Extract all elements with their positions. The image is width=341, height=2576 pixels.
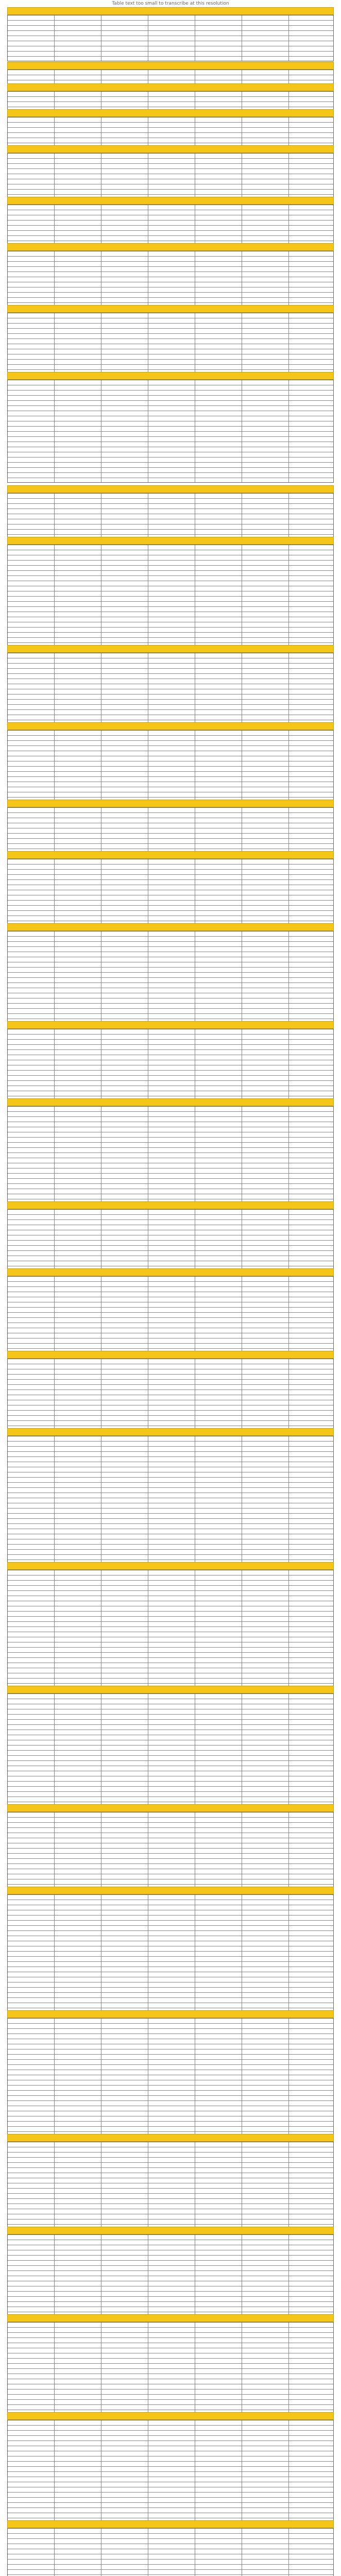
table-section xyxy=(7,2520,334,2576)
section-title xyxy=(7,197,334,205)
score-table xyxy=(7,1029,334,1101)
table-section xyxy=(7,1351,334,1431)
section-title xyxy=(7,372,334,380)
table-section xyxy=(7,2134,334,2229)
section-title xyxy=(7,2010,334,2018)
score-table xyxy=(7,251,334,308)
score-table xyxy=(7,931,334,1024)
table-section xyxy=(7,645,334,725)
table-section xyxy=(7,243,334,308)
table-section xyxy=(7,1686,334,1807)
table-section xyxy=(7,1887,334,2013)
score-table xyxy=(7,380,334,483)
section-title xyxy=(7,1804,334,1812)
section-title xyxy=(7,1887,334,1894)
section-title xyxy=(7,1021,334,1029)
table-section xyxy=(7,722,334,802)
score-table xyxy=(7,2528,334,2576)
section-title xyxy=(7,2520,334,2528)
section-title xyxy=(7,800,334,807)
section-title xyxy=(7,923,334,931)
section-title xyxy=(7,1686,334,1693)
score-table xyxy=(7,1570,334,1688)
section-title xyxy=(7,7,334,15)
table-section xyxy=(7,1804,334,1889)
section-title xyxy=(7,1428,334,1436)
section-title xyxy=(7,1098,334,1106)
score-table xyxy=(7,1106,334,1204)
section-title xyxy=(7,83,334,91)
table-section xyxy=(7,2412,334,2523)
score-table xyxy=(7,205,334,246)
section-title xyxy=(7,1201,334,1209)
score-table xyxy=(7,2420,334,2523)
table-section xyxy=(7,1201,334,1271)
section-title xyxy=(7,1562,334,1570)
section-title xyxy=(7,2412,334,2420)
table-section xyxy=(7,197,334,246)
score-table xyxy=(7,70,334,85)
score-table xyxy=(7,15,334,61)
table-section xyxy=(7,109,334,148)
section-title xyxy=(7,485,334,493)
table-section xyxy=(7,372,334,483)
table-section xyxy=(7,305,334,375)
table-section xyxy=(7,923,334,1024)
section-title xyxy=(7,62,334,70)
table-section xyxy=(7,1428,334,1565)
table-section xyxy=(7,1562,334,1688)
score-table xyxy=(7,1209,334,1271)
section-title xyxy=(7,645,334,653)
table-section xyxy=(7,83,334,112)
score-table xyxy=(7,153,334,199)
score-table xyxy=(7,730,334,802)
section-title xyxy=(7,2134,334,2142)
section-title xyxy=(7,537,334,545)
score-table xyxy=(7,1894,334,2013)
score-table xyxy=(7,1276,334,1353)
score-table xyxy=(7,1693,334,1807)
section-title xyxy=(7,145,334,153)
score-table xyxy=(7,313,334,375)
table-section xyxy=(7,851,334,926)
section-title xyxy=(7,722,334,730)
section-title xyxy=(7,243,334,251)
score-table xyxy=(7,859,334,926)
section-title xyxy=(7,2314,334,2322)
section-title xyxy=(7,305,334,313)
table-section xyxy=(7,537,334,648)
table-section xyxy=(7,2010,334,2137)
section-title xyxy=(7,851,334,859)
score-table xyxy=(7,2018,334,2137)
score-table xyxy=(7,1359,334,1431)
score-table xyxy=(7,653,334,725)
table-section xyxy=(7,1021,334,1101)
score-table xyxy=(7,493,334,539)
table-section xyxy=(7,7,334,61)
transcription-note: Table text too small to transcribe at this resolution xyxy=(112,1,229,6)
section-title xyxy=(7,1268,334,1276)
table-section xyxy=(7,1268,334,1353)
score-table xyxy=(7,2142,334,2229)
table-section xyxy=(7,2227,334,2317)
score-table xyxy=(7,91,334,112)
table-section xyxy=(7,1098,334,1204)
score-table xyxy=(7,117,334,148)
section-title xyxy=(7,109,334,117)
table-section xyxy=(7,145,334,199)
section-title xyxy=(7,1351,334,1359)
score-table xyxy=(7,545,334,648)
table-section xyxy=(7,62,334,85)
score-table xyxy=(7,1436,334,1565)
table-section xyxy=(7,2314,334,2415)
score-table xyxy=(7,1812,334,1889)
score-table xyxy=(7,807,334,854)
table-section xyxy=(7,485,334,539)
score-table xyxy=(7,2322,334,2415)
section-title xyxy=(7,2227,334,2234)
table-section xyxy=(7,800,334,854)
score-table xyxy=(7,2234,334,2317)
